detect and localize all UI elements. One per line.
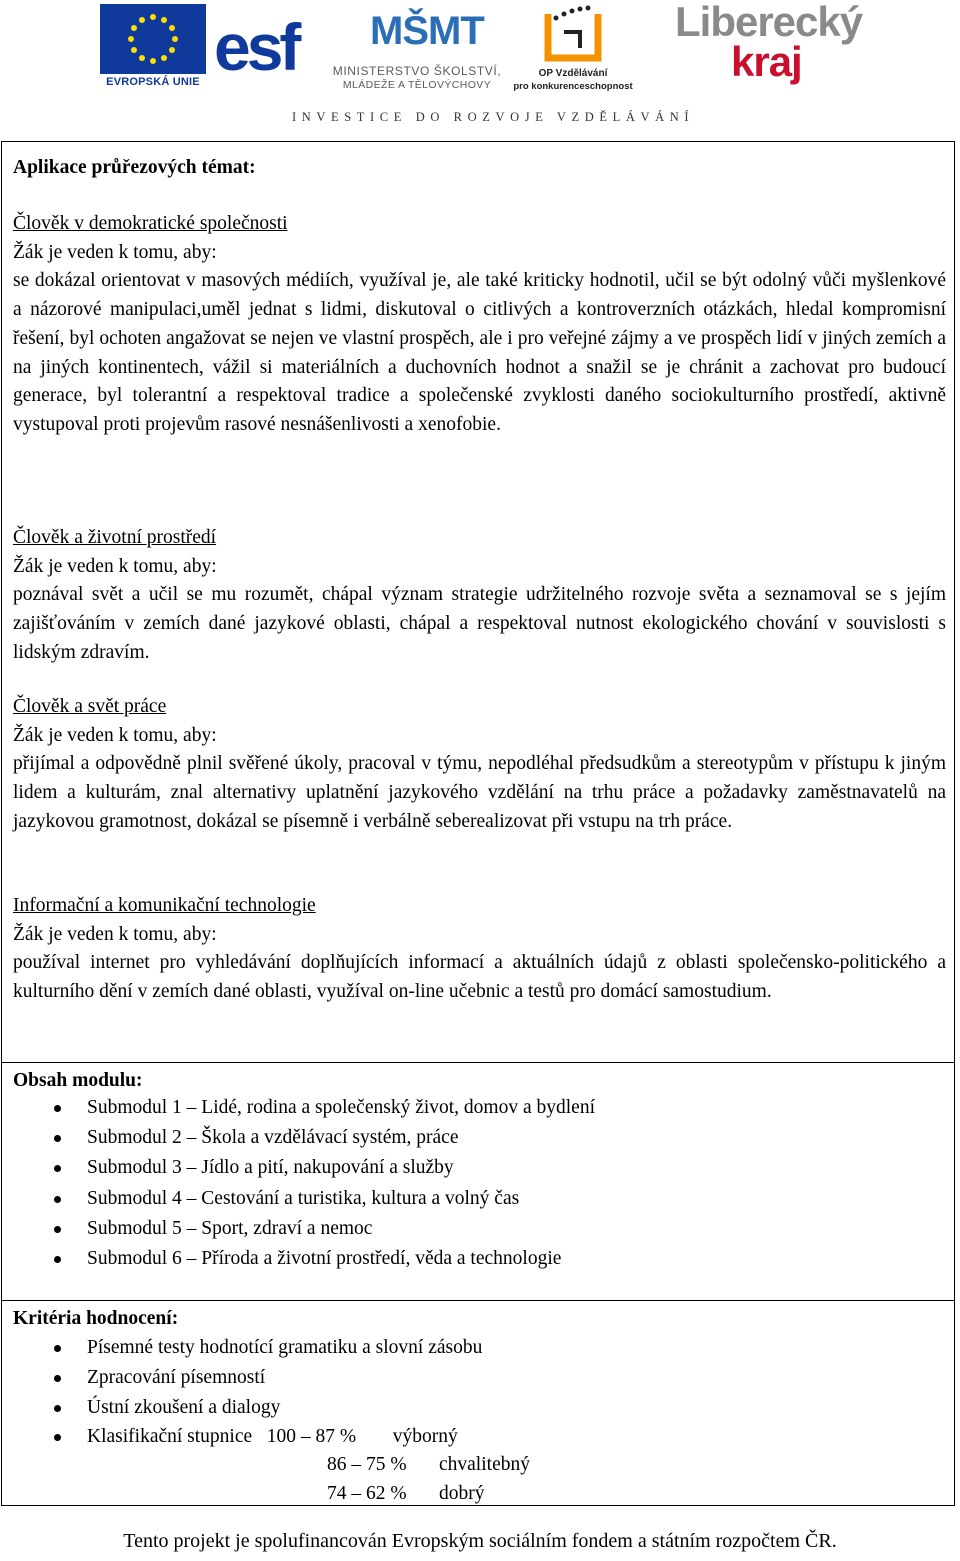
eu-label: EVROPSKÁ UNIE [106, 76, 200, 88]
grading-scale-item [54, 1422, 482, 1452]
grade-name: chvalitebný [439, 1454, 530, 1475]
list-item: Zpracování písemností [54, 1363, 482, 1393]
criteria-heading: Kritéria hodnocení: [13, 1308, 179, 1329]
criteria-section [2, 1300, 954, 1505]
topic-title: Člověk a životní prostředí [13, 527, 217, 548]
grade-range: 74 – 62 % [327, 1483, 407, 1504]
grade-name: výborný [392, 1426, 458, 1448]
eu-logo [100, 4, 206, 92]
module-heading: Obsah modulu: [13, 1070, 143, 1091]
topic-3 [13, 693, 946, 837]
criteria-list [54, 1333, 482, 1452]
topic-title: Člověk a svět práce [13, 696, 167, 717]
topic-body: poznával svět a učil se mu rozumět, chápal význam strategie udržitelného rozvoje světa a seznamoval se s jejím zajišťováním v zemích dané jazykové oblasti, chápal a respektoval nutnost ekologického chování v souvislosti s lidským zdravím. [13, 584, 946, 663]
grade-name: dobrý [439, 1483, 485, 1504]
topic-intro: Žák je veden k tomu, aby: [13, 923, 217, 945]
topic-intro: Žák je veden k tomu, aby: [13, 241, 217, 263]
topic-body: používal internet pro vyhledávání doplňujících informací a aktuálních údajů z oblasti společensko-politického a kulturního dění v zemích dané oblasti, využíval on-line učebnic a testů pro domácí samostudium. [13, 952, 946, 1003]
module-section [2, 1062, 954, 1300]
content-table [1, 141, 955, 1506]
msmt-mark: MŠMT [370, 9, 484, 53]
eu-flag-icon [100, 4, 206, 74]
op-logo [512, 4, 634, 94]
liberecky-kraj-logo [645, 0, 865, 90]
topic-body: přijímal a odpovědně plnil svěřené úkoly, pracoval v týmu, nepodléhal předsudkům a stereotypům v přístupu k jiným lidem a kulturám, znal alternativy uplatnění jazykového vzdělání na trhu práce a požadavky zaměstnavatelů na jazykovou gramotnost, dokázal se písemně i verbálně seberealizovat při vstupu na trh práce. [13, 753, 946, 832]
topic-title: Informační a komunikační technologie [13, 895, 316, 916]
topic-title: Člověk v demokratické společnosti [13, 213, 288, 234]
lk-line1: Liberecký [675, 0, 863, 45]
grade-range: 100 – 87 % [266, 1426, 357, 1448]
op-emblem-icon [512, 4, 634, 66]
list-item: Ústní zkoušení a dialogy [54, 1393, 482, 1423]
lk-line2: kraj [731, 38, 802, 85]
op-line2: pro konkurenceschopnost [513, 81, 633, 92]
grade-row [267, 1422, 458, 1452]
op-line1: OP Vzdělávání [538, 68, 608, 79]
topic-4 [13, 892, 946, 1007]
grade-row [327, 1479, 485, 1508]
grade-range: 86 – 75 % [327, 1454, 407, 1475]
topic-1 [13, 210, 946, 440]
topic-intro: Žák je veden k tomu, aby: [13, 555, 217, 577]
list-item: Submodul 2 – Škola a vzdělávací systém, práce [54, 1123, 595, 1153]
topics-section [2, 142, 954, 1062]
grade-row [327, 1450, 530, 1479]
scale-label: Klasifikační stupnice [87, 1426, 253, 1448]
logo-bar [0, 0, 960, 130]
topic-intro: Žák je veden k tomu, aby: [13, 724, 217, 746]
footer-note: Tento projekt je spolufinancován Evropským sociálním fondem a státním rozpočtem ČR. [123, 1530, 837, 1552]
list-item: Písemné testy hodnotící gramatiku a slovní zásobu [54, 1333, 482, 1363]
esf-label: esf [214, 10, 298, 84]
msmt-logo [322, 2, 512, 94]
list-item: Submodul 1 – Lidé, rodina a společenský život, domov a bydlení [54, 1093, 595, 1123]
topic-body: se dokázal orientovat v masových médiích, využíval je, ale také kriticky hodnotil, učil se být odolný vůči myšlenkové a názorové manipulaci,uměl jednat s lidmi, diskutoval o citlivých a kontroverzních otázkách, hledal kompromisní řešení, byl ochoten angažovat se nejen ve vlastní prospěch, ale i pro veřejné zájmy a ve prospěch lidí v jiných zemích a na jiných kontinentech, vážil si materiálních a duchovních hodnot a snažil se je chránit a zachovat pro budoucí generace, byl tolerantní a respektoval tradice a společenské zvyklosti daného sociokulturního prostředí, aktivně vystupoval proti projevům rasové nesnášenlivosti a xenofobie. [13, 270, 946, 435]
msmt-line1: MINISTERSTVO ŠKOLSTVÍ, [332, 64, 502, 78]
esf-logo [214, 8, 312, 88]
list-item: Submodul 4 – Cestování a turistika, kultura a volný čas [54, 1184, 595, 1214]
msmt-line2: MLÁDEŽE A TĚLOVÝCHOVY [342, 79, 492, 91]
list-item: Submodul 5 – Sport, zdraví a nemoc [54, 1214, 595, 1244]
tagline: INVESTICE DO ROZVOJE VZDĚLÁVÁNÍ [292, 110, 695, 124]
topic-2 [13, 524, 946, 668]
topics-heading: Aplikace průřezových témat: [13, 157, 256, 178]
list-item: Submodul 3 – Jídlo a pití, nakupování a služby [54, 1153, 595, 1183]
list-item: Submodul 6 – Příroda a životní prostředí, věda a technologie [54, 1244, 595, 1274]
module-list [54, 1093, 595, 1274]
